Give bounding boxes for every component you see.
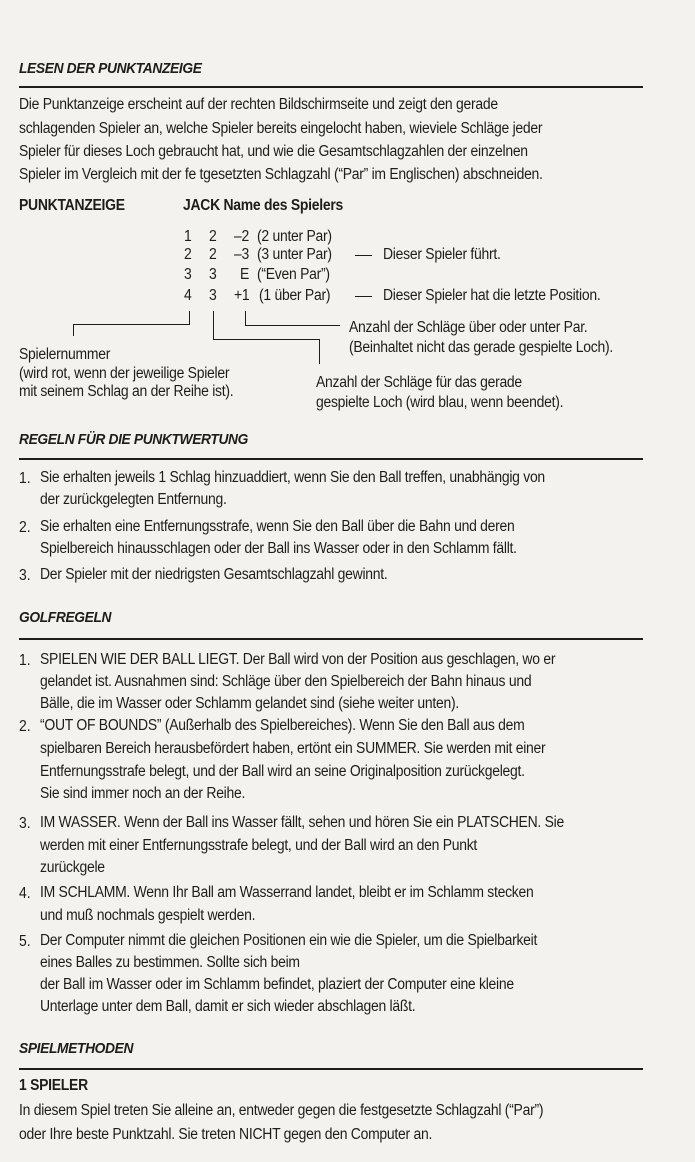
list-number: 2. bbox=[19, 519, 31, 536]
player-number-bracket bbox=[73, 324, 190, 325]
list-item-line: “OUT OF BOUNDS” (Außerhalb des Spielbereiches). Wenn Sie den Ball aus dem bbox=[40, 717, 525, 734]
list-item-line: Entfernungsstrafe belegt, und der Ball wird an seine Originalposition zurückgelegt. bbox=[40, 763, 525, 780]
list-item-line: Der Spieler mit der niedrigsten Gesamtschlagzahl gewinnt. bbox=[40, 566, 388, 583]
callout-par-line: Anzahl der Schläge über oder unter Par. bbox=[349, 319, 588, 336]
section-heading-punktanzeige: LESEN DER PUNKTANZEIGE bbox=[19, 60, 202, 77]
player-number: 4 bbox=[184, 287, 192, 304]
paragraph-line: Die Punktanzeige erscheint auf der rechten Bildschirmseite und zeigt den gerade bbox=[19, 96, 498, 113]
par-score: –2 bbox=[234, 228, 249, 245]
list-item-line: IM SCHLAMM. Wenn Ihr Ball am Wasserrand landet, bleibt er im Schlamm stecken bbox=[40, 884, 534, 901]
par-score-bracket bbox=[245, 311, 246, 326]
list-item-line: der zurückgelegten Entfernung. bbox=[40, 491, 227, 508]
list-item-line: eines Balles zu bestimmen. Sollte sich beim bbox=[40, 954, 300, 971]
list-item-line: Sie erhalten eine Entfernungsstrafe, wenn Sie den Ball über die Bahn und deren bbox=[40, 518, 515, 535]
par-score: +1 bbox=[234, 287, 250, 304]
last-dash bbox=[355, 296, 372, 297]
list-item-line: Sie erhalten jeweils 1 Schlag hinzuaddiert, wenn Sie den Ball treffen, unabhängig von bbox=[40, 469, 545, 486]
list-item-line: Sie sind immer noch an der Reihe. bbox=[40, 785, 246, 802]
hole-strokes-bracket bbox=[213, 311, 214, 340]
callout-player-line: Spielernummer bbox=[19, 346, 111, 363]
diagram-header: JACK Name des Spielers bbox=[183, 197, 343, 214]
hole-strokes-bracket bbox=[319, 339, 320, 364]
paragraph-line: In diesem Spiel treten Sie alleine an, entweder gegen die festgesetzte Schlagzahl (“Par”) bbox=[19, 1102, 544, 1119]
list-item-line: Unterlage unter dem Ball, damit er sich wieder abschlagen läßt. bbox=[40, 998, 416, 1015]
list-number: 3. bbox=[19, 567, 31, 584]
par-score: –3 bbox=[234, 246, 249, 263]
list-item-line: spielbaren Bereich herausbefördert haben, ertönt ein SUMMER. Sie werden mit einer bbox=[40, 740, 546, 757]
list-item-line: werden mit einer Entfernungsstrafe belegt, und der Ball wird an den Punkt bbox=[40, 837, 478, 854]
section-heading-spielmethoden: SPIELMETHODEN bbox=[19, 1040, 134, 1057]
list-item-line: und muß nochmals gespielt werden. bbox=[40, 907, 256, 924]
section-heading-regeln: REGELN FÜR DIE PUNKTWERTUNG bbox=[19, 431, 249, 448]
list-item-line: Spielbereich hinausschlagen oder der Ball ins Wasser oder in den Schlamm fällt. bbox=[40, 540, 517, 557]
callout-player-line: mit seinem Schlag an der Reihe ist). bbox=[19, 383, 234, 400]
par-note: (“Even Par”) bbox=[257, 266, 330, 283]
player-number-bracket bbox=[73, 324, 74, 336]
leader-dash bbox=[355, 255, 372, 256]
last-position-note: Dieser Spieler hat die letzte Position. bbox=[383, 287, 601, 304]
player-number: 3 bbox=[184, 266, 192, 283]
hole-strokes: 2 bbox=[209, 246, 217, 263]
list-item-line: gelandet ist. Ausnahmen sind: Schläge über den Spielbereich der Bahn hinaus und bbox=[40, 673, 532, 690]
callout-player-line: (wird rot, wenn der jeweilige Spieler bbox=[19, 365, 230, 382]
section-heading-golfregeln: GOLFREGELN bbox=[19, 609, 112, 626]
par-note: (3 unter Par) bbox=[257, 246, 332, 263]
player-number: 1 bbox=[184, 228, 192, 245]
paragraph-line: schlagenden Spieler an, welche Spieler bereits eingelocht haben, wieviele Schläge jeder bbox=[19, 120, 543, 137]
list-item-line: Der Computer nimmt die gleichen Positionen ein wie die Spieler, um die Spielbarkeit bbox=[40, 932, 538, 949]
hole-strokes: 3 bbox=[209, 287, 217, 304]
list-item-line: zurückgele bbox=[40, 859, 105, 876]
section-rule bbox=[19, 638, 643, 640]
list-item-line: SPIELEN WIE DER BALL LIEGT. Der Ball wird von der Position aus geschlagen, wo er bbox=[40, 651, 556, 668]
list-number: 2. bbox=[19, 718, 31, 735]
par-note: (2 unter Par) bbox=[257, 228, 332, 245]
list-number: 3. bbox=[19, 815, 31, 832]
subheading-1-spieler: 1 SPIELER bbox=[19, 1077, 88, 1094]
hole-strokes: 3 bbox=[209, 266, 217, 283]
par-score: E bbox=[240, 266, 250, 283]
list-item-line: Bälle, die im Wasser oder Schlamm gelandet sind (siehe weiter unten). bbox=[40, 695, 459, 712]
list-number: 4. bbox=[19, 885, 31, 902]
callout-hole-line: Anzahl der Schläge für das gerade bbox=[316, 374, 522, 391]
list-item-line: IM WASSER. Wenn der Ball ins Wasser fällt, sehen und hören Sie ein PLATSCHEN. Sie bbox=[40, 814, 564, 831]
list-number: 5. bbox=[19, 933, 31, 950]
paragraph-line: Spieler im Vergleich mit der fe tgesetzten Schlagzahl (“Par” im Englischen) abschneiden. bbox=[19, 166, 543, 183]
leader-note: Dieser Spieler führt. bbox=[383, 246, 501, 263]
diagram-label: PUNKTANZEIGE bbox=[19, 197, 125, 214]
hole-strokes-bracket bbox=[213, 339, 320, 340]
par-score-bracket bbox=[245, 325, 340, 326]
list-number: 1. bbox=[19, 470, 31, 487]
paragraph-line: oder Ihre beste Punktzahl. Sie treten NICHT gegen den Computer an. bbox=[19, 1126, 433, 1143]
paragraph-line: Spieler für dieses Loch gebraucht hat, und wie die Gesamtschlagzahlen der einzelnen bbox=[19, 143, 528, 160]
hole-strokes: 2 bbox=[209, 228, 217, 245]
callout-par-line: (Beinhaltet nicht das gerade gespielte Loch). bbox=[349, 339, 613, 356]
player-number-bracket bbox=[189, 311, 190, 325]
section-rule bbox=[19, 86, 643, 88]
player-number: 2 bbox=[184, 246, 192, 263]
callout-hole-line: gespielte Loch (wird blau, wenn beendet). bbox=[316, 394, 564, 411]
par-note: (1 über Par) bbox=[259, 287, 331, 304]
section-rule bbox=[19, 458, 643, 460]
list-number: 1. bbox=[19, 652, 31, 669]
section-rule bbox=[19, 1068, 643, 1070]
list-item-line: der Ball im Wasser oder im Schlamm befindet, plaziert der Computer eine kleine bbox=[40, 976, 514, 993]
